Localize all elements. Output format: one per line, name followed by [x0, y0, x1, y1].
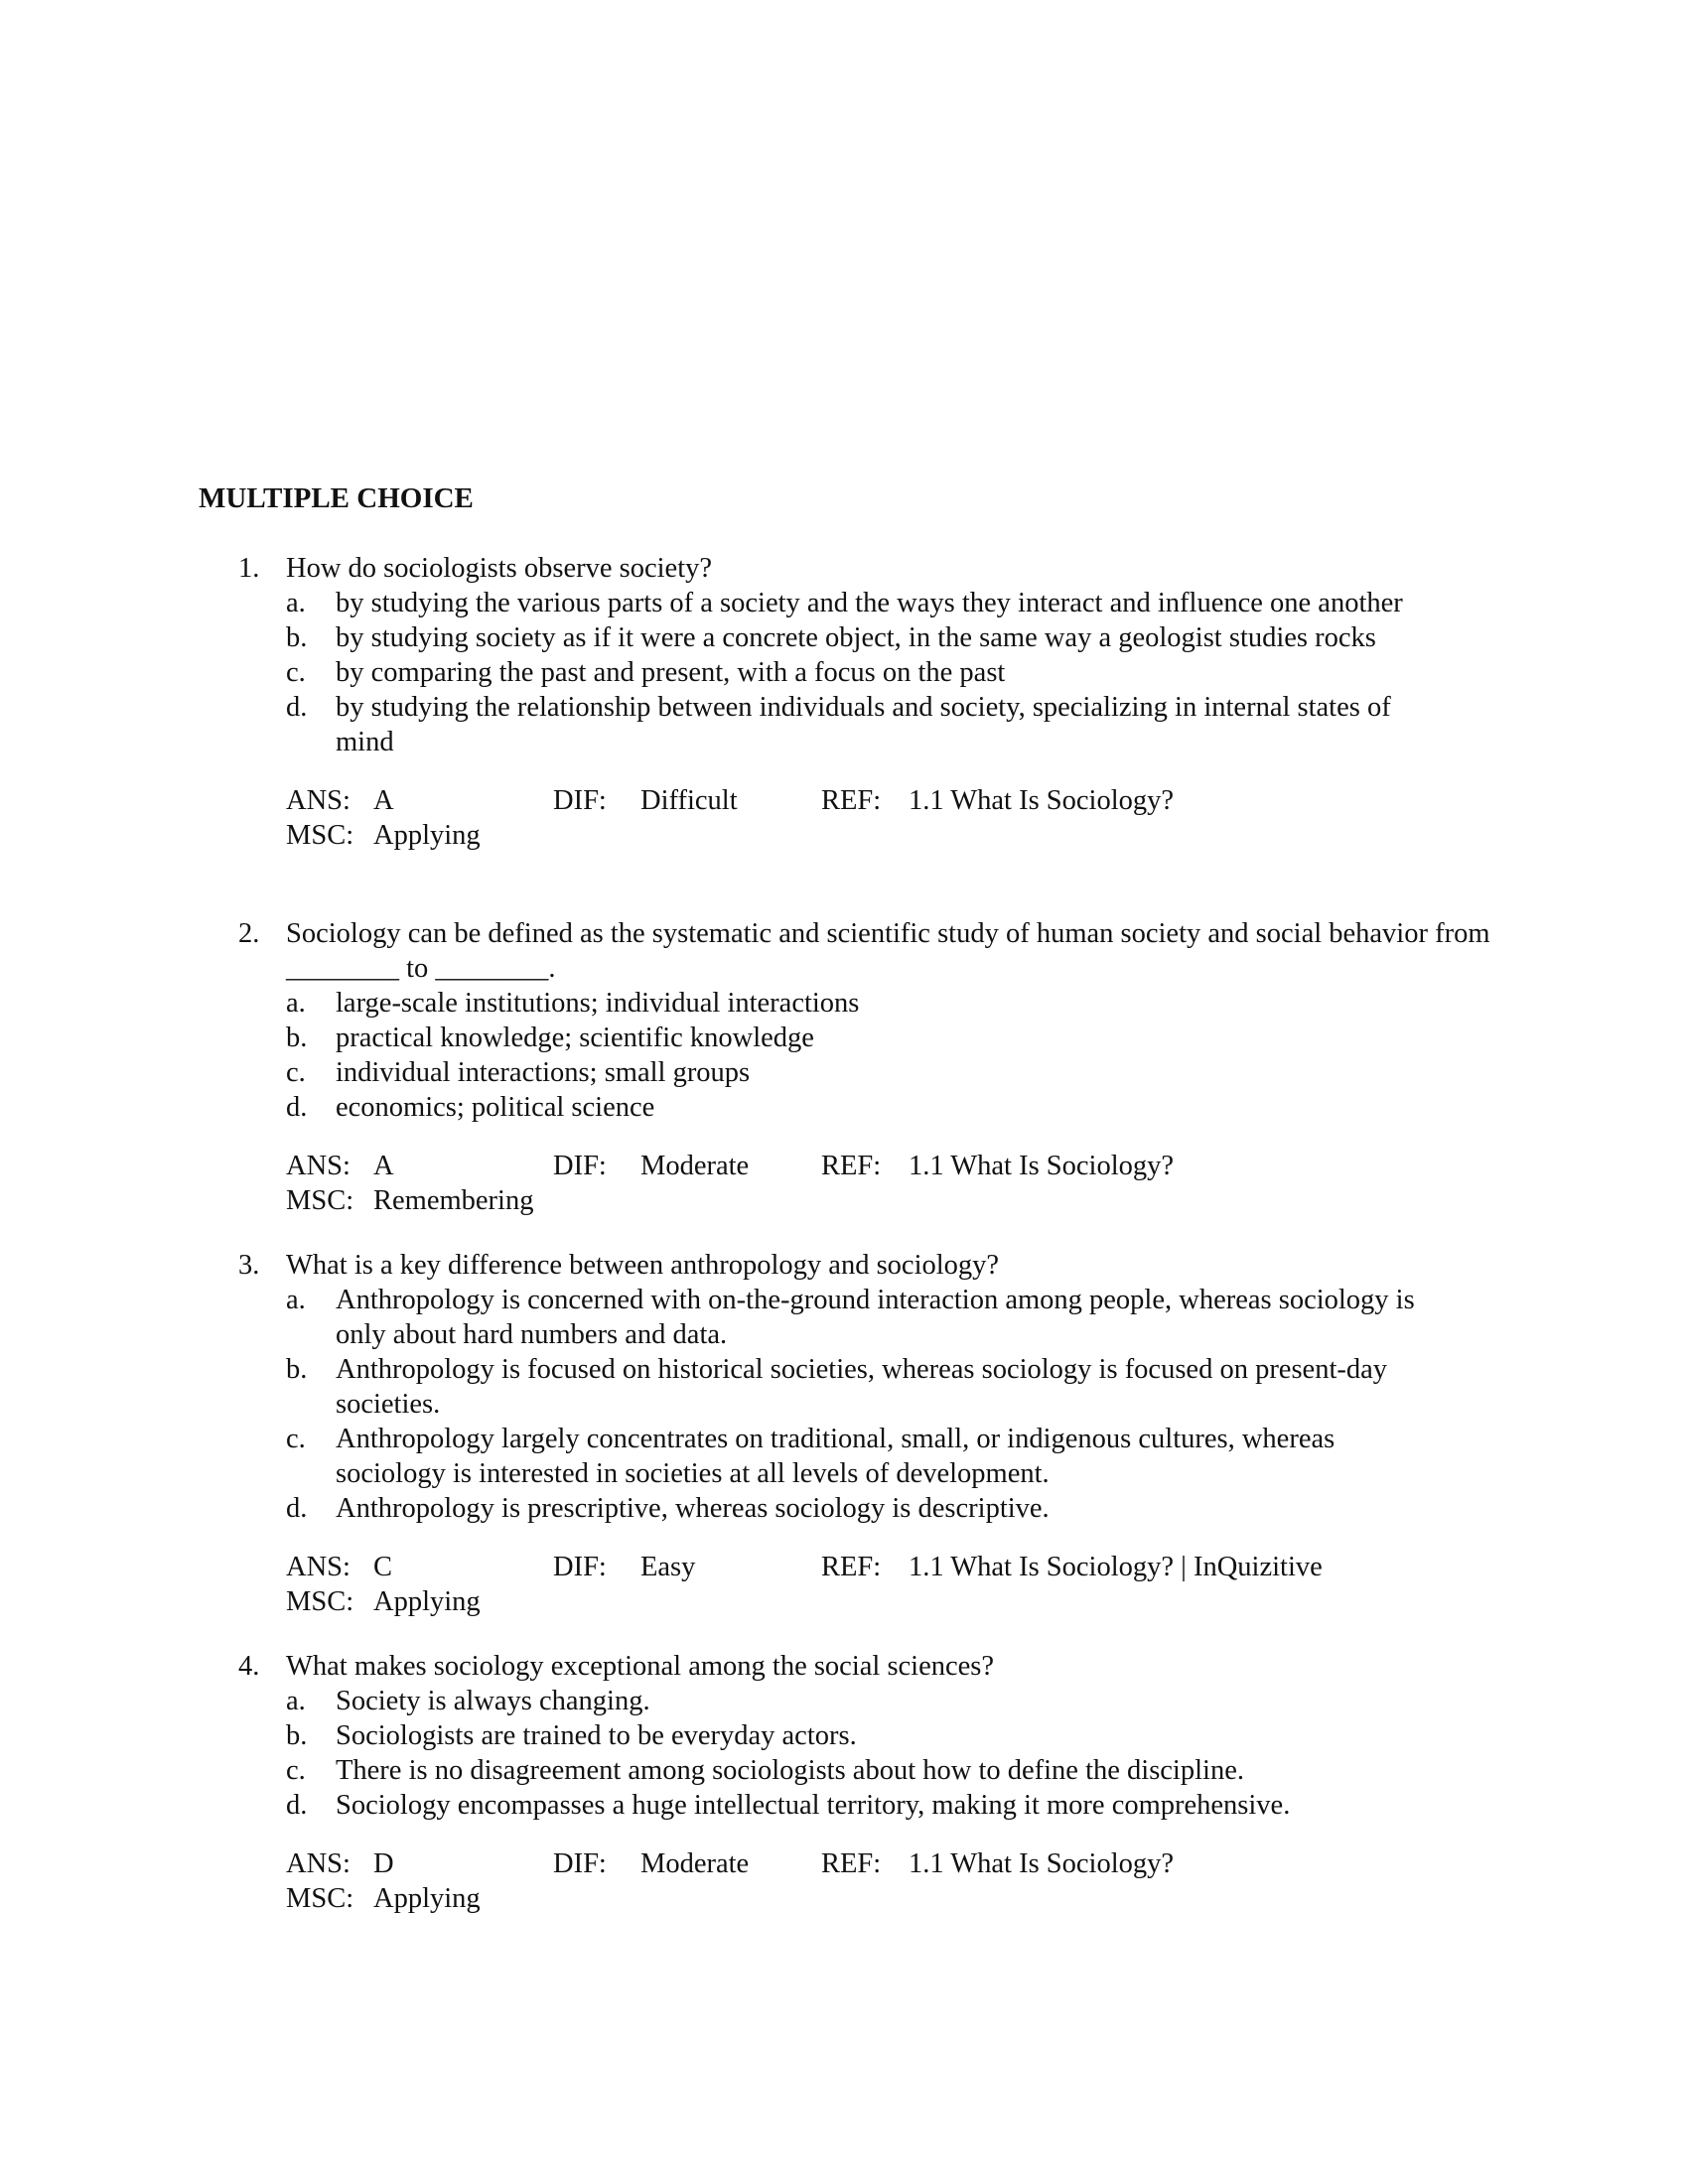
option-text: There is no disagreement among sociologists about how to define the discipline.	[336, 1755, 1244, 1786]
msc-value: Applying	[373, 1883, 481, 1914]
option-c	[0, 1753, 1448, 1788]
option-letter: c.	[286, 1755, 306, 1786]
ref-value: 1.1 What Is Sociology?	[909, 1151, 1175, 1181]
ans-label: ANS:	[286, 1552, 351, 1582]
dif-label: DIF:	[553, 1848, 607, 1879]
question-number: 2.	[238, 918, 260, 949]
option-b	[0, 620, 1448, 655]
ref-label: REF:	[821, 1552, 882, 1582]
option-text: Society is always changing.	[336, 1686, 650, 1716]
option-c	[0, 655, 1448, 690]
option-letter: c.	[286, 1057, 306, 1088]
option-c	[0, 1422, 1448, 1491]
option-a	[0, 1684, 1448, 1718]
option-d	[0, 1491, 1448, 1526]
answer-metadata	[0, 1149, 1688, 1218]
msc-value: Remembering	[373, 1185, 534, 1216]
msc-label: MSC:	[286, 1586, 354, 1617]
ans-label: ANS:	[286, 1848, 351, 1879]
ref-label: REF:	[821, 785, 882, 816]
option-c	[0, 1055, 1448, 1090]
dif-label: DIF:	[553, 1151, 607, 1181]
ans-value: C	[373, 1552, 393, 1582]
question-number: 4.	[238, 1651, 260, 1682]
option-d	[0, 1788, 1448, 1823]
option-text: by studying society as if it were a concrete object, in the same way a geologist studies rocks	[336, 622, 1376, 653]
option-text: individual interactions; small groups	[336, 1057, 751, 1088]
option-text: by comparing the past and present, with a focus on the past	[336, 657, 1006, 688]
option-letter: d.	[286, 692, 308, 723]
option-a	[0, 586, 1448, 620]
question-2	[0, 916, 1688, 1218]
option-list	[0, 1684, 1688, 1823]
option-b	[0, 1718, 1448, 1753]
option-letter: a.	[286, 1686, 306, 1716]
option-letter: d.	[286, 1790, 308, 1821]
answer-metadata	[0, 783, 1688, 853]
question-text: Sociology can be defined as the systematic and scientific study of human society and social behavior from ________ to ________.	[286, 918, 1490, 984]
option-text: Sociologists are trained to be everyday actors.	[336, 1720, 857, 1751]
option-letter: b.	[286, 1720, 308, 1751]
msc-value: Applying	[373, 1586, 481, 1617]
option-letter: c.	[286, 657, 306, 688]
question-text: What is a key difference between anthropology and sociology?	[286, 1250, 1000, 1281]
option-text: economics; political science	[336, 1092, 655, 1123]
ans-value: A	[373, 785, 394, 816]
option-b	[0, 1021, 1448, 1055]
option-text: Anthropology largely concentrates on traditional, small, or indigenous cultures, whereas sociology is interested in societies at all levels of development.	[336, 1424, 1336, 1489]
option-d	[0, 690, 1448, 759]
option-letter: a.	[286, 988, 306, 1019]
dif-value: Easy	[640, 1552, 696, 1582]
question-1	[0, 551, 1688, 853]
option-letter: d.	[286, 1493, 308, 1524]
msc-value: Applying	[373, 820, 481, 851]
question-4	[0, 1649, 1688, 1916]
ans-label: ANS:	[286, 785, 351, 816]
ref-label: REF:	[821, 1848, 882, 1879]
option-letter: d.	[286, 1092, 308, 1123]
question-text: How do sociologists observe society?	[286, 553, 713, 584]
option-text: practical knowledge; scientific knowledge	[336, 1023, 814, 1053]
msc-label: MSC:	[286, 1883, 354, 1914]
option-d	[0, 1090, 1448, 1125]
option-letter: b.	[286, 622, 308, 653]
option-text: by studying the relationship between individuals and society, specializing in internal states of mind	[336, 692, 1391, 757]
dif-label: DIF:	[553, 785, 607, 816]
ref-value: 1.1 What Is Sociology? | InQuizitive	[909, 1552, 1323, 1582]
question-stem	[0, 916, 1547, 986]
option-b	[0, 1352, 1448, 1422]
option-list	[0, 986, 1688, 1125]
answer-metadata	[0, 1550, 1688, 1619]
ref-label: REF:	[821, 1151, 882, 1181]
question-stem	[0, 1248, 1547, 1283]
option-text: Anthropology is focused on historical societies, whereas sociology is focused on present-day societies.	[336, 1354, 1388, 1420]
dif-value: Moderate	[640, 1848, 750, 1879]
section-heading: MULTIPLE CHOICE	[199, 482, 474, 514]
question-text: What makes sociology exceptional among the social sciences?	[286, 1651, 995, 1682]
question-number: 3.	[238, 1250, 260, 1281]
option-letter: a.	[286, 1285, 306, 1315]
answer-metadata	[0, 1846, 1688, 1916]
question-number: 1.	[238, 553, 260, 584]
option-text: by studying the various parts of a society and the ways they interact and influence one another	[336, 588, 1403, 618]
option-letter: c.	[286, 1424, 306, 1454]
option-a	[0, 986, 1448, 1021]
option-a	[0, 1283, 1448, 1352]
option-letter: b.	[286, 1354, 308, 1385]
option-text: Sociology encompasses a huge intellectual territory, making it more comprehensive.	[336, 1790, 1291, 1821]
msc-label: MSC:	[286, 820, 354, 851]
option-text: Anthropology is prescriptive, whereas sociology is descriptive.	[336, 1493, 1050, 1524]
question-stem	[0, 551, 1547, 586]
ans-value: D	[373, 1848, 394, 1879]
option-letter: a.	[286, 588, 306, 618]
option-letter: b.	[286, 1023, 308, 1053]
option-list	[0, 586, 1688, 759]
question-stem	[0, 1649, 1547, 1684]
dif-value: Difficult	[640, 785, 738, 816]
ref-value: 1.1 What Is Sociology?	[909, 1848, 1175, 1879]
dif-label: DIF:	[553, 1552, 607, 1582]
question-3	[0, 1248, 1688, 1619]
dif-value: Moderate	[640, 1151, 750, 1181]
option-text: Anthropology is concerned with on-the-ground interaction among people, whereas sociology is only about hard numbers and data.	[336, 1285, 1415, 1350]
ref-value: 1.1 What Is Sociology?	[909, 785, 1175, 816]
option-list	[0, 1283, 1688, 1526]
ans-value: A	[373, 1151, 394, 1181]
option-text: large-scale institutions; individual interactions	[336, 988, 860, 1019]
ans-label: ANS:	[286, 1151, 351, 1181]
msc-label: MSC:	[286, 1185, 354, 1216]
